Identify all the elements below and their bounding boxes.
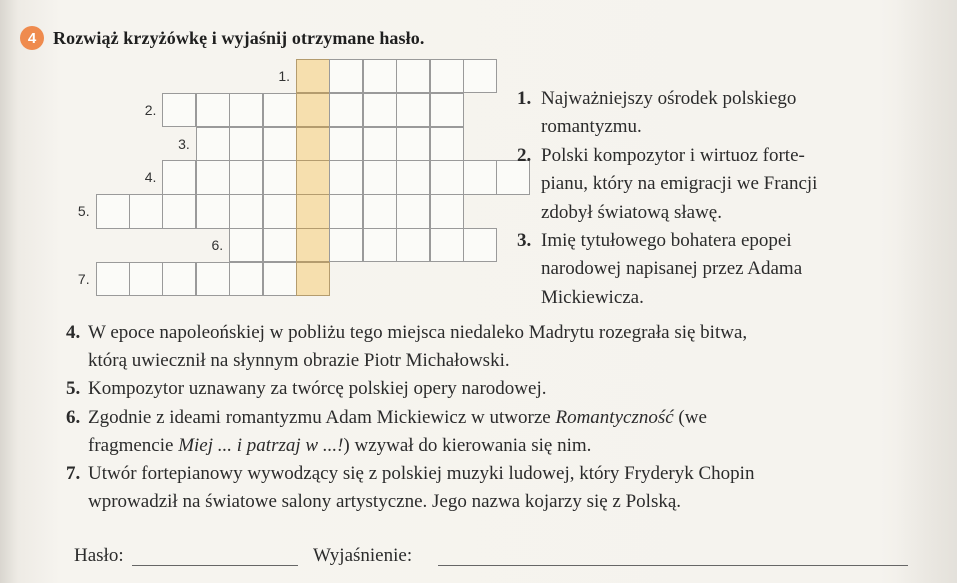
crossword-cell[interactable] [396, 93, 430, 127]
clues-right-column [517, 85, 877, 312]
crossword-cell[interactable] [329, 160, 363, 194]
clue-text: Imię tytułowego bohatera epopei [541, 230, 792, 252]
crossword-cell[interactable] [363, 59, 397, 93]
crossword-cell[interactable] [263, 262, 297, 296]
clue-6 [66, 404, 926, 460]
crossword-cell[interactable] [329, 127, 363, 161]
clue-text: Kompozytor uznawany za twórcę polskiej opery narodowej. [88, 378, 547, 400]
crossword-cell[interactable] [329, 194, 363, 228]
clue-2 [517, 142, 877, 227]
crossword-key-cell[interactable] [296, 127, 330, 161]
crossword-cell[interactable] [162, 93, 196, 127]
crossword-cell[interactable] [229, 262, 263, 296]
crossword-cell[interactable] [430, 228, 464, 262]
clue-text-part: Zgodnie z ideami romantyzmu Adam Mickiewicz w utworze [88, 406, 556, 428]
crossword-cell[interactable] [196, 127, 230, 161]
clue-text: pianu, który na emigracji we Francji [541, 173, 818, 195]
answer-label: Hasło: [74, 545, 124, 566]
crossword-key-cell[interactable] [296, 93, 330, 127]
crossword-key-cell[interactable] [296, 262, 330, 296]
crossword-cell[interactable] [229, 93, 263, 127]
clue-number: 3. [517, 230, 532, 252]
crossword-key-cell[interactable] [296, 194, 330, 228]
crossword-row-label: 6. [211, 237, 224, 253]
crossword-row-label: 3. [178, 135, 190, 152]
crossword-cell[interactable] [363, 160, 397, 194]
crossword-cell[interactable] [363, 194, 397, 228]
crossword-cell[interactable] [463, 228, 497, 262]
clue-text: romantyzmu. [541, 116, 642, 138]
crossword-row-label: 7. [77, 270, 90, 287]
clue-text: Mickiewicza. [541, 286, 644, 308]
clue-number: 2. [517, 144, 532, 166]
clue-text [88, 404, 926, 432]
crossword-cell[interactable] [263, 228, 297, 262]
crossword-cell[interactable] [430, 93, 464, 127]
crossword-cell[interactable] [363, 228, 397, 262]
clue-text-part: (we [673, 406, 707, 428]
clue-number: 7. [66, 463, 81, 485]
clue-text-part: fragmencie [88, 434, 179, 456]
clue-4 [66, 319, 926, 375]
crossword-row-label: 2. [144, 101, 157, 118]
crossword-cell[interactable] [96, 262, 130, 296]
crossword-cell[interactable] [196, 194, 230, 228]
explanation-label: Wyjaśnienie: [313, 545, 413, 566]
crossword-cell[interactable] [430, 59, 464, 93]
crossword-cell[interactable] [430, 194, 464, 228]
crossword-cell[interactable] [463, 160, 497, 194]
crossword-cell[interactable] [162, 262, 196, 296]
clue-text [88, 432, 926, 460]
crossword-cell[interactable] [363, 127, 397, 161]
crossword-cell[interactable] [263, 194, 297, 228]
crossword-cell[interactable] [463, 59, 497, 93]
clue-text: Najważniejszy ośrodek polskiego [541, 88, 797, 109]
crossword-cell[interactable] [430, 160, 464, 194]
clue-1 [517, 85, 877, 142]
crossword-key-cell[interactable] [296, 160, 330, 194]
crossword-row-label: 4. [144, 169, 157, 186]
crossword-cell[interactable] [229, 194, 263, 228]
crossword-row-label: 1. [278, 68, 290, 84]
crossword-cell[interactable] [329, 228, 363, 262]
clue-text: którą uwiecznił na słynnym obrazie Piotr Michałowski. [88, 350, 510, 372]
clue-number: 6. [66, 406, 81, 428]
crossword-key-cell[interactable] [296, 228, 330, 262]
clue-3 [517, 227, 877, 312]
crossword-cell[interactable] [162, 160, 196, 194]
crossword-cell[interactable] [396, 194, 430, 228]
crossword-cell[interactable] [430, 127, 464, 161]
crossword-cell[interactable] [196, 262, 230, 296]
clues-bottom-block [66, 319, 926, 516]
crossword-cell[interactable] [162, 194, 196, 228]
clue-number: 4. [66, 322, 81, 343]
task-title: Rozwiąż krzyżówkę i wyjaśnij otrzymane hasło. [53, 27, 425, 48]
clue-text: zdobył światową sławę. [541, 201, 722, 223]
clue-text-italic: Romantyczność [555, 406, 674, 428]
crossword-cell[interactable] [329, 59, 363, 93]
clue-text: wprowadził na światowe salony artystyczne. Jego nazwa kojarzy się z Polską. [88, 491, 682, 513]
crossword-cell[interactable] [363, 93, 397, 127]
crossword-cell[interactable] [396, 160, 430, 194]
crossword-cell[interactable] [396, 127, 430, 161]
answer-input-line[interactable] [132, 565, 298, 566]
clue-7 [66, 460, 926, 516]
crossword-cell[interactable] [396, 59, 430, 93]
clue-number: 5. [66, 378, 81, 400]
crossword-row-label: 5. [77, 203, 90, 220]
crossword-cell[interactable] [96, 194, 130, 228]
explanation-input-line[interactable] [438, 565, 908, 566]
clue-text: W epoce napoleońskiej w pobliżu tego miejsca niedaleko Madrytu rozegrała się bitwa, [88, 322, 748, 343]
crossword-cell[interactable] [229, 160, 263, 194]
clue-text: narodowej napisanej przez Adama [541, 258, 803, 280]
crossword-cell[interactable] [129, 262, 163, 296]
clue-text: Polski kompozytor i wirtuoz forte- [541, 144, 805, 166]
crossword-cell[interactable] [229, 127, 263, 161]
clue-text-part: ) wzywał do kierowania się nim. [343, 434, 592, 456]
crossword-cell[interactable] [129, 194, 163, 228]
crossword-cell[interactable] [396, 228, 430, 262]
crossword-cell[interactable] [196, 93, 230, 127]
crossword-cell[interactable] [229, 228, 263, 262]
clue-text-italic: Miej ... i patrzaj w ...! [178, 434, 344, 456]
clue-5 [66, 375, 926, 403]
clue-text: Utwór fortepianowy wywodzący się z polskiej muzyki ludowej, który Fryderyk Chopin [88, 463, 755, 485]
crossword-cell[interactable] [263, 127, 297, 161]
clue-number: 1. [517, 88, 532, 109]
crossword-cell[interactable] [329, 93, 363, 127]
crossword-key-cell[interactable] [296, 59, 330, 93]
crossword-cell[interactable] [263, 93, 297, 127]
crossword-cell[interactable] [196, 160, 230, 194]
task-number-badge: 4 [20, 26, 44, 50]
crossword-cell[interactable] [263, 160, 297, 194]
